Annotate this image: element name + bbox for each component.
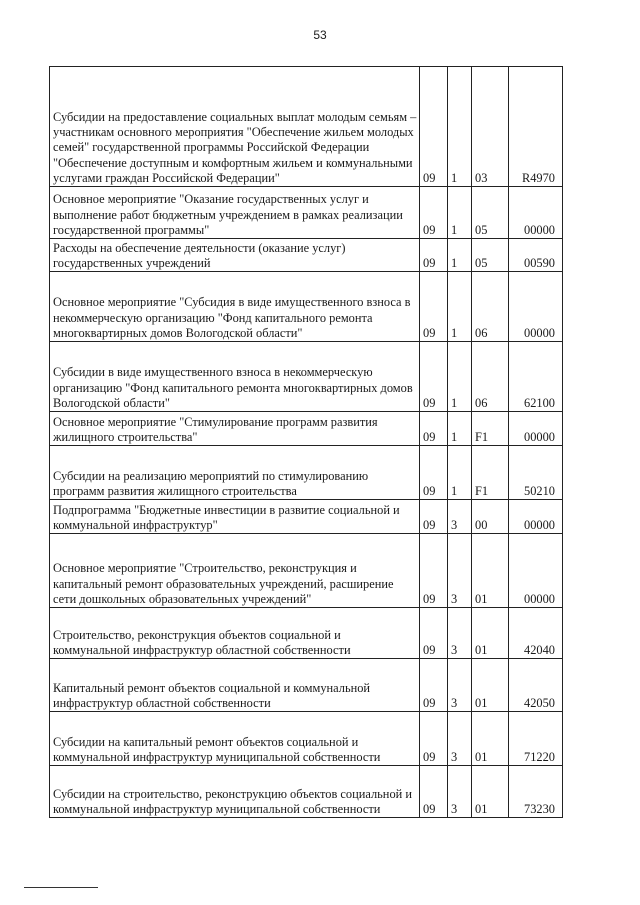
row-code-3: 01 — [472, 712, 509, 766]
row-code-1: 09 — [420, 412, 448, 446]
row-code-1: 09 — [420, 766, 448, 818]
footnote-divider — [24, 887, 98, 888]
row-code-2: 1 — [448, 412, 472, 446]
row-code-4: 42040 — [509, 608, 563, 659]
row-code-1: 09 — [420, 272, 448, 342]
row-code-3: 01 — [472, 534, 509, 608]
row-code-4: 00000 — [509, 412, 563, 446]
row-code-2: 3 — [448, 766, 472, 818]
row-code-2: 3 — [448, 534, 472, 608]
row-code-1: 09 — [420, 712, 448, 766]
row-code-2: 1 — [448, 272, 472, 342]
row-code-4: 00000 — [509, 272, 563, 342]
row-code-1: 09 — [420, 239, 448, 272]
row-code-4: 00000 — [509, 534, 563, 608]
row-code-2: 1 — [448, 187, 472, 239]
page-number: 53 — [313, 28, 327, 42]
row-code-4: 00000 — [509, 500, 563, 534]
row-code-3: 01 — [472, 659, 509, 712]
row-code-3: F1 — [472, 412, 509, 446]
row-description: Расходы на обеспечение деятельности (оказание услуг) государственных учреждений — [50, 239, 420, 272]
row-code-1: 09 — [420, 659, 448, 712]
row-code-4: 50210 — [509, 446, 563, 500]
row-description: Строительство, реконструкция объектов социальной и коммунальной инфраструктур областной собственности — [50, 608, 420, 659]
table-row — [50, 608, 563, 659]
row-code-3: 05 — [472, 187, 509, 239]
table-row — [50, 766, 563, 818]
row-code-4: 62100 — [509, 342, 563, 412]
row-code-1: 09 — [420, 608, 448, 659]
table-row — [50, 342, 563, 412]
row-code-3: 01 — [472, 608, 509, 659]
row-code-3: 01 — [472, 766, 509, 818]
table-row — [50, 534, 563, 608]
row-code-2: 1 — [448, 239, 472, 272]
row-code-3: 05 — [472, 239, 509, 272]
row-description: Субсидии на реализацию мероприятий по стимулированию программ развития жилищного строительства — [50, 446, 420, 500]
row-code-1: 09 — [420, 500, 448, 534]
budget-table — [49, 66, 563, 818]
row-code-1: 09 — [420, 187, 448, 239]
table-row — [50, 712, 563, 766]
row-code-4: 73230 — [509, 766, 563, 818]
row-code-3: 03 — [472, 67, 509, 187]
row-code-2: 3 — [448, 659, 472, 712]
row-code-2: 3 — [448, 712, 472, 766]
row-description: Основное мероприятие "Субсидия в виде имущественного взноса в некоммерческую организацию "Фонд капитального ремонта многоквартирных домов Вологодской области" — [50, 272, 420, 342]
row-code-1: 09 — [420, 534, 448, 608]
row-description: Субсидии на предоставление социальных выплат молодым семьям – участникам основного мероприятия "Обеспечение жильем молодых семей" государственной программы Российской Федерации "Обеспечение доступным и комфортным жильем и коммунальными услугами граждан Российской Федерации" — [50, 67, 420, 187]
row-code-2: 3 — [448, 608, 472, 659]
row-code-4: R4970 — [509, 67, 563, 187]
table-row — [50, 446, 563, 500]
row-code-1: 09 — [420, 342, 448, 412]
row-description: Основное мероприятие "Строительство, реконструкция и капитальный ремонт образовательных учреждений, расширение сети дошкольных образовательных учреждений" — [50, 534, 420, 608]
row-code-3: 06 — [472, 342, 509, 412]
table-row — [50, 187, 563, 239]
table-row — [50, 67, 563, 187]
row-code-4: 00590 — [509, 239, 563, 272]
row-code-2: 1 — [448, 342, 472, 412]
row-code-4: 71220 — [509, 712, 563, 766]
row-description: Основное мероприятие "Оказание государственных услуг и выполнение работ бюджетным учреждением в рамках реализации государственной программы" — [50, 187, 420, 239]
row-description: Основное мероприятие "Стимулирование программ развития жилищного строительства" — [50, 412, 420, 446]
row-code-3: F1 — [472, 446, 509, 500]
row-code-3: 00 — [472, 500, 509, 534]
table-row — [50, 412, 563, 446]
row-code-4: 42050 — [509, 659, 563, 712]
row-code-2: 1 — [448, 67, 472, 187]
row-code-2: 1 — [448, 446, 472, 500]
row-code-2: 3 — [448, 500, 472, 534]
row-description: Субсидии в виде имущественного взноса в некоммерческую организацию "Фонд капитального ремонта многоквартирных домов Вологодской области" — [50, 342, 420, 412]
table-row — [50, 272, 563, 342]
table-row — [50, 239, 563, 272]
row-code-1: 09 — [420, 67, 448, 187]
row-code-3: 06 — [472, 272, 509, 342]
row-description: Субсидии на капитальный ремонт объектов социальной и коммунальной инфраструктур муниципальной собственности — [50, 712, 420, 766]
table-row — [50, 500, 563, 534]
row-description: Подпрограмма "Бюджетные инвестиции в развитие социальной и коммунальной инфраструктур" — [50, 500, 420, 534]
row-code-4: 00000 — [509, 187, 563, 239]
table-row — [50, 659, 563, 712]
row-description: Субсидии на строительство, реконструкцию объектов социальной и коммунальной инфраструктур муниципальной собственности — [50, 766, 420, 818]
row-description: Капитальный ремонт объектов социальной и коммунальной инфраструктур областной собственности — [50, 659, 420, 712]
row-code-1: 09 — [420, 446, 448, 500]
